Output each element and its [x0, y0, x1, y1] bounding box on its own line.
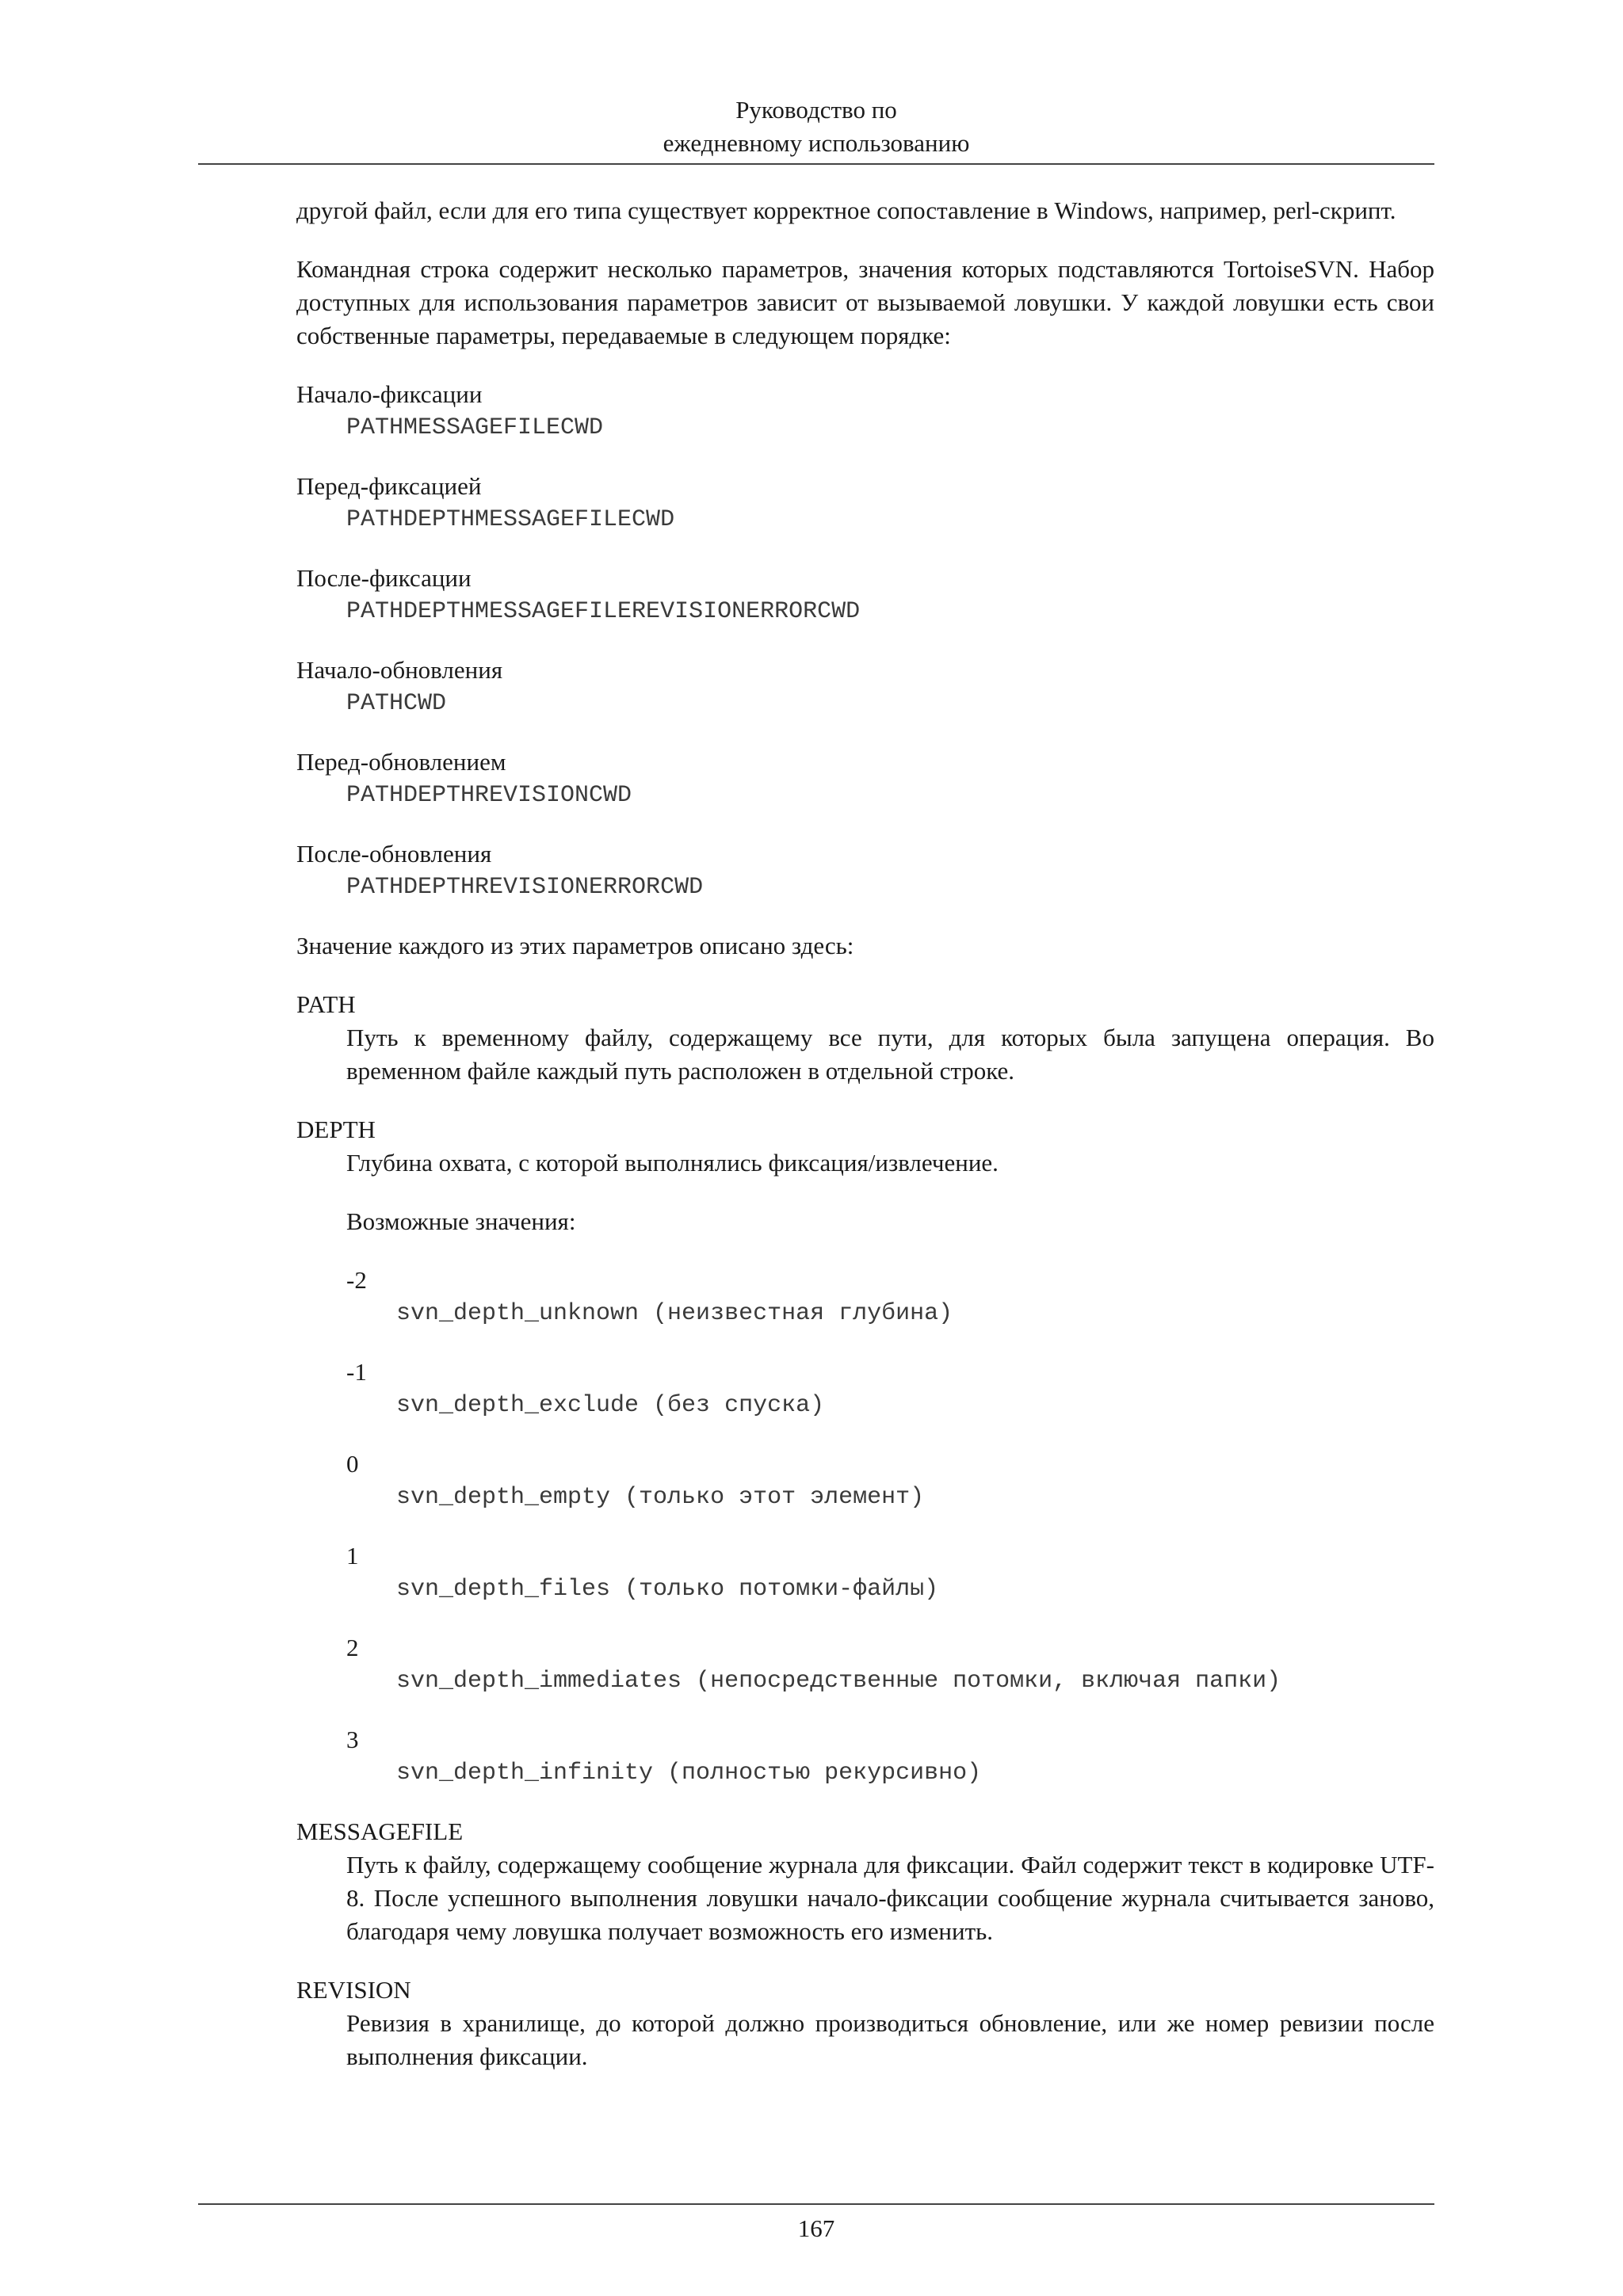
header-line-2: ежедневному использованию	[663, 129, 970, 157]
hook-params: PATHMESSAGEFILECWD	[346, 414, 604, 441]
hook-name: Перед-обновлением	[296, 748, 506, 776]
depth-value-entry	[346, 1356, 1434, 1422]
param-description: Глубина охвата, с которой выполнялись фиксация/извлечение.	[346, 1149, 999, 1177]
depth-value-description: svn_depth_infinity (полностью рекурсивно)	[396, 1760, 982, 1787]
depth-value-entry	[346, 1447, 1434, 1514]
param-path	[296, 988, 1434, 1088]
hook-entry	[296, 654, 1434, 720]
hook-params: PATHDEPTHREVISIONCWD	[346, 782, 632, 809]
hook-params: PATHDEPTHREVISIONERRORCWD	[346, 874, 704, 901]
hook-entry	[296, 470, 1434, 536]
param-term: PATH	[296, 990, 356, 1018]
depth-value: 2	[346, 1634, 359, 1661]
depth-value: 0	[346, 1450, 359, 1478]
param-term: MESSAGEFILE	[296, 1817, 464, 1845]
depth-value: 3	[346, 1726, 359, 1753]
hook-entry	[296, 378, 1434, 444]
depth-value-entry	[346, 1264, 1434, 1330]
param-description: Ревизия в хранилище, до которой должно производиться обновление, или же номер ревизии после выполнения фиксации.	[346, 2009, 1434, 2070]
param-description: Путь к файлу, содержащему сообщение журнала для фиксации. Файл содержит текст в кодировке UTF-8. После успешного выполнения ловушки начало-фиксации сообщение журнала считывается заново, благодаря чему ловушка получает возможность его изменить.	[346, 1851, 1434, 1945]
hook-entry	[296, 746, 1434, 812]
param-description: Путь к временному файлу, содержащему все пути, для которых была запущена операция. Во временном файле каждый путь расположен в отдельной строке.	[346, 1024, 1434, 1085]
depth-value-description: svn_depth_unknown (неизвестная глубина)	[396, 1300, 953, 1327]
param-revision	[296, 1974, 1434, 2073]
running-header	[198, 93, 1434, 160]
hook-name: После-фиксации	[296, 564, 472, 592]
depth-values-list	[346, 1264, 1434, 1790]
depth-value-description: svn_depth_empty (только этот элемент)	[396, 1484, 925, 1511]
depth-value-description: svn_depth_immediates (непосредственные потомки, включая папки)	[396, 1668, 1281, 1695]
param-term: REVISION	[296, 1976, 411, 2004]
hooks-list	[296, 378, 1434, 904]
footer-rule	[198, 2203, 1434, 2205]
params-list	[296, 988, 1434, 2073]
depth-values-intro: Возможные значения:	[346, 1207, 576, 1235]
param-messagefile	[296, 1815, 1434, 1948]
depth-value-description: svn_depth_files (только потомки-файлы)	[396, 1576, 939, 1603]
hook-params: PATHDEPTHMESSAGEFILEREVISIONERRORCWD	[346, 598, 861, 625]
page-body	[296, 194, 1434, 2099]
hook-name: Начало-обновления	[296, 656, 503, 684]
header-rule	[198, 163, 1434, 165]
depth-value: -2	[346, 1266, 367, 1294]
hook-entry	[296, 562, 1434, 628]
depth-value: 1	[346, 1542, 359, 1569]
page-number: 167	[797, 2214, 835, 2242]
hook-name: Перед-фиксацией	[296, 472, 482, 500]
hook-name: После-обновления	[296, 840, 492, 868]
header-line-1: Руководство по	[735, 96, 897, 124]
param-depth	[296, 1113, 1434, 1790]
hook-params: PATHCWD	[346, 690, 447, 717]
hook-params: PATHDEPTHMESSAGEFILECWD	[346, 506, 675, 533]
hook-entry	[296, 837, 1434, 904]
intro-paragraph-2: Командная строка содержит несколько параметров, значения которых подставляются TortoiseSVN. Набор доступных для использования параметров зависит от вызываемой ловушки. У каждой ловушки есть свои собственные параметры, передаваемые в следующем порядке:	[296, 255, 1434, 349]
depth-value-entry	[346, 1539, 1434, 1606]
depth-value: -1	[346, 1358, 367, 1386]
param-term: DEPTH	[296, 1116, 376, 1143]
hook-name: Начало-фиксации	[296, 380, 483, 408]
depth-value-entry	[346, 1723, 1434, 1790]
params-intro: Значение каждого из этих параметров описано здесь:	[296, 932, 854, 959]
depth-value-entry	[346, 1631, 1434, 1698]
intro-paragraph-1: другой файл, если для его типа существует корректное сопоставление в Windows, например, perl-скрипт.	[296, 196, 1396, 224]
depth-value-description: svn_depth_exclude (без спуска)	[396, 1392, 825, 1419]
